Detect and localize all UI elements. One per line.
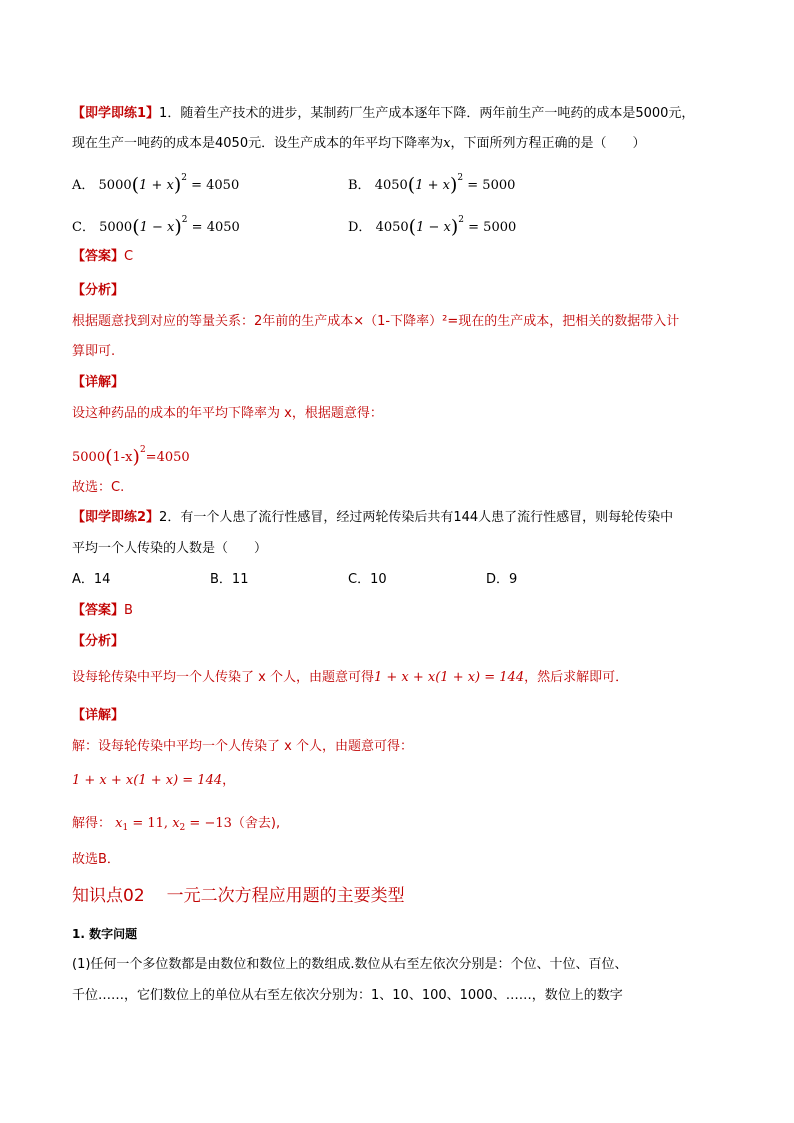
q2-analysis-label: 【分析】 — [72, 634, 125, 649]
q2-stem-line1 — [72, 508, 673, 528]
answer-label: 【答案】 — [72, 249, 125, 264]
q2-tag: 【即学即练2】 — [72, 510, 160, 525]
option-rhs: = 4050 — [191, 178, 240, 193]
q2-stem-text-1: 2．有一个人患了流行性感冒，经过两轮传染后共有144人患了流行性感冒，则每轮传染中 — [159, 510, 674, 525]
q1-option-c: C． $5000(1 - x)^2 = 4050$ — [72, 215, 240, 238]
q1-stem-text-2a: 现在生产一吨药的成本是4050元．设生产成本的年平均下降率为 — [72, 136, 444, 151]
solution-label: 解得： — [72, 816, 112, 831]
q1-option-d: D． $4050(1 - x)^2 = 5000$ — [348, 215, 517, 238]
solution-tail: （舍去), — [231, 816, 281, 831]
q1-stem-line2 — [72, 134, 645, 154]
q2-solution — [72, 814, 280, 838]
option-number: 5000 — [98, 178, 132, 193]
option-rhs: = 4050 — [191, 220, 240, 235]
answer-label: 【答案】 — [72, 603, 125, 618]
analysis-text: 设每轮传染中平均一个人传染了 x 个人，由题意可得 — [72, 670, 374, 685]
answer-value: B — [124, 603, 133, 618]
root2-value: = −13 — [185, 816, 232, 831]
analysis-equation: 1 + x + x(1 + x) = 144 — [373, 670, 525, 685]
q2-analysis-line — [72, 668, 628, 688]
q1-answer — [72, 247, 133, 267]
eq-number: 5000 — [72, 450, 106, 465]
option-label: C． — [72, 220, 95, 235]
eq-inner: 1-x — [112, 450, 133, 465]
q2-option-b: B．11 — [210, 572, 249, 587]
root2-var: x — [172, 816, 180, 831]
q1-conclusion: 故选：C. — [72, 480, 125, 495]
root2-sub: 2 — [179, 823, 186, 833]
subsection-line2: 千位……，它们数位上的单位从右至左依次分别为：1、10、100、1000、……，数位上的数字 — [72, 988, 623, 1003]
q2-detail-equation — [72, 771, 235, 791]
eq-rhs: =4050 — [145, 450, 190, 465]
subsection-title: 1. 数字问题 — [72, 927, 138, 941]
option-exponent: 2 — [458, 215, 465, 225]
section-number: 知识点02 — [72, 886, 145, 906]
option-inner: 1 − x — [139, 220, 175, 235]
q2-option-d: D．9 — [486, 572, 518, 587]
section-title: 一元二次方程应用题的主要类型 — [166, 886, 405, 906]
q1-detail-label: 【详解】 — [72, 375, 125, 390]
analysis-tail: ，然后求解即可． — [524, 670, 629, 685]
q2-conclusion: 故选B． — [72, 852, 120, 867]
option-number: 5000 — [99, 220, 133, 235]
option-label: B． — [348, 178, 371, 193]
q1-tag: 【即学即练1】 — [72, 106, 160, 121]
root1-sub: 1 — [122, 823, 129, 833]
detail-equation: 1 + x + x(1 + x) = 144 — [72, 773, 223, 788]
q2-answer — [72, 601, 133, 621]
section-heading — [72, 884, 405, 908]
option-rhs: = 5000 — [467, 178, 516, 193]
subsection-line1: (1)任何一个多位数都是由数位和数位上的数组成.数位从右至左依次分别是：个位、十位、百位、 — [72, 957, 628, 972]
q2-option-c: C．10 — [348, 572, 387, 587]
q1-stem-var: x — [443, 136, 451, 151]
q1-stem-text-1: 1．随着生产技术的进步，某制药厂生产成本逐年下降．两年前生产一吨药的成本是5000元， — [159, 106, 695, 121]
option-exponent: 2 — [181, 173, 187, 183]
detail-equation-tail: ， — [222, 773, 236, 788]
answer-value: C — [124, 249, 134, 264]
eq-exponent: 2 — [139, 445, 146, 455]
option-inner: 1 − x — [416, 220, 451, 235]
root1-value: = 11, — [128, 816, 173, 831]
q1-option-b: B． $4050(1 + x)^2 = 5000$ — [348, 173, 516, 196]
option-label: A． — [72, 178, 95, 193]
q2-option-a: A．14 — [72, 572, 111, 587]
q1-analysis-line1: 根据题意找到对应的等量关系：2年前的生产成本×（1-下降率）²=现在的生产成本，把相关的数据带入计 — [72, 314, 680, 329]
option-inner: 1 + x — [415, 178, 450, 193]
q2-detail-line1: 解：设每轮传染中平均一个人传染了 x 个人，由题意可得： — [72, 739, 413, 754]
q1-stem-text-2b: ，下面所列方程正确的是（ ） — [450, 136, 646, 151]
q2-detail-label: 【详解】 — [72, 708, 125, 723]
option-rhs: = 5000 — [468, 220, 517, 235]
root1-var: x — [115, 816, 123, 831]
q1-detail-line1: 设这种药品的成本的年平均下降率为 x，根据题意得： — [72, 406, 383, 421]
option-number: 4050 — [375, 220, 409, 235]
option-exponent: 2 — [457, 173, 464, 183]
q2-stem-line2: 平均一个人传染的人数是（ ） — [72, 541, 268, 556]
option-label: D． — [348, 220, 372, 235]
option-exponent: 2 — [181, 215, 188, 225]
q1-analysis-line2: 算即可. — [72, 344, 116, 359]
option-number: 4050 — [374, 178, 408, 193]
q1-detail-equation: $5000(1-x)^2=4050$ — [72, 445, 190, 468]
option-inner: 1 + x — [139, 178, 174, 193]
q1-analysis-label: 【分析】 — [72, 283, 125, 298]
q1-option-a: A． $5000(1 + x)^2 = 4050$ — [72, 173, 240, 196]
q1-stem-line1 — [72, 104, 694, 124]
